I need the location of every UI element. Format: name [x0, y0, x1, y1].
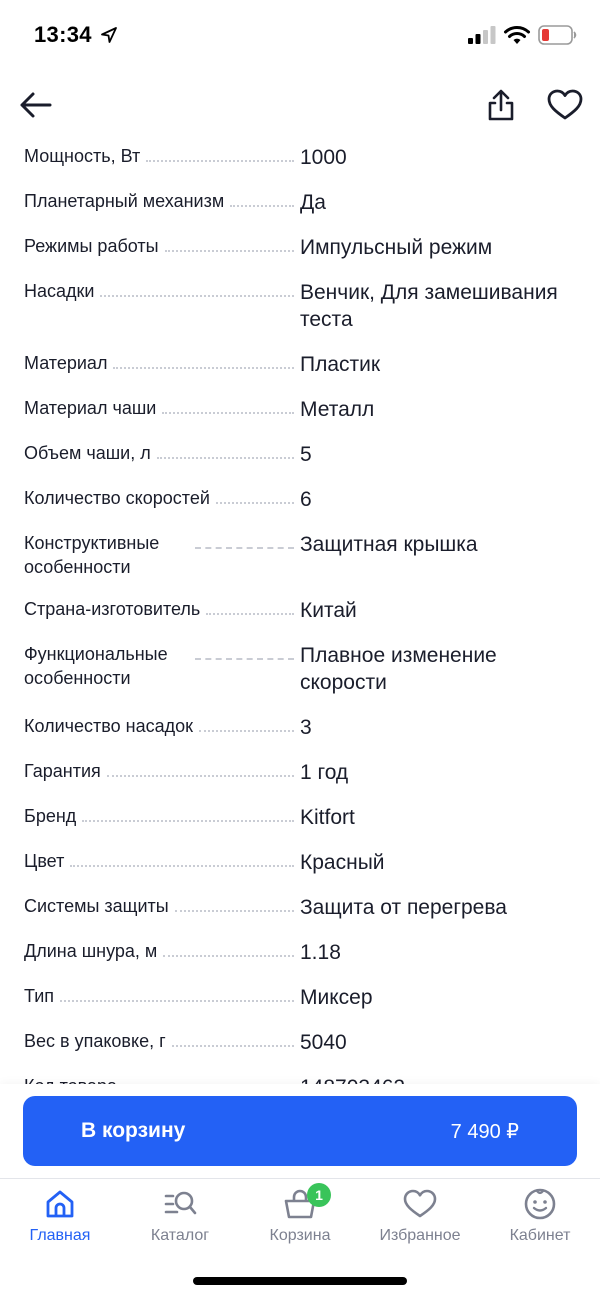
spec-row — [0, 597, 600, 624]
spec-row — [0, 1029, 600, 1056]
spec-label-wrap — [24, 714, 300, 738]
spec-leader-dots — [216, 502, 294, 504]
spec-leader-dots — [199, 730, 294, 732]
spec-value: Импульсный режим — [300, 236, 493, 259]
spec-label-wrap — [24, 1029, 300, 1053]
spec-label: Цвет — [24, 851, 65, 871]
spec-label-wrap — [24, 279, 300, 303]
spec-value: 3 — [300, 716, 312, 739]
spec-leader-dots — [165, 250, 294, 252]
tab-home[interactable] — [0, 1187, 120, 1247]
price-label: 7 490 ₽ — [450, 1120, 519, 1143]
spec-row — [0, 849, 600, 876]
spec-label: Насадки — [24, 281, 95, 301]
spec-label-wrap — [24, 642, 300, 690]
spec-label-wrap — [24, 396, 300, 420]
spec-value: 1 год — [300, 761, 349, 784]
tab-label: Избранное — [379, 1227, 461, 1244]
specs-list — [0, 144, 600, 1119]
spec-row — [0, 486, 600, 513]
heart-icon — [403, 1187, 437, 1221]
spec-label: Количество насадок — [24, 716, 194, 736]
cellular-signal-icon — [468, 26, 496, 44]
spec-label-wrap — [24, 984, 300, 1008]
spec-leader-dots — [70, 865, 294, 867]
heart-outline-icon — [547, 89, 583, 121]
spec-row — [0, 234, 600, 261]
spec-leader-dots — [157, 457, 294, 459]
spec-leader-dots — [172, 1045, 294, 1047]
spec-value: Защитная крышка — [300, 533, 478, 556]
spec-leader-dots — [113, 367, 294, 369]
spec-leader-dots — [195, 658, 294, 660]
spec-label-wrap — [24, 189, 300, 213]
battery-low-icon — [538, 25, 578, 45]
spec-row — [0, 894, 600, 921]
location-arrow-icon — [100, 26, 118, 44]
favorite-button[interactable] — [543, 84, 587, 126]
spec-label-wrap — [24, 759, 300, 783]
spec-leader-dots — [195, 547, 294, 549]
back-button[interactable] — [14, 84, 56, 126]
spec-label-wrap — [24, 531, 300, 579]
tab-profile[interactable] — [480, 1187, 600, 1247]
spec-value: Да — [300, 191, 326, 214]
spec-label-wrap — [24, 894, 300, 918]
spec-value: 5 — [300, 443, 312, 466]
spec-leader-dots — [60, 1000, 294, 1002]
tab-label: Кабинет — [509, 1227, 571, 1244]
spec-value: Металл — [300, 398, 375, 421]
spec-row — [0, 714, 600, 741]
spec-leader-dots — [206, 613, 294, 615]
spec-value: Пластик — [300, 353, 381, 376]
spec-leader-dots — [162, 412, 294, 414]
spec-label: Материал чаши — [24, 398, 157, 418]
spec-row — [0, 984, 600, 1011]
share-button[interactable] — [480, 84, 522, 126]
add-to-cart-label: В корзину — [81, 1119, 186, 1142]
share-icon — [486, 88, 516, 122]
spec-label: Страна-изготовитель — [24, 599, 201, 619]
spec-value: 5040 — [300, 1031, 347, 1054]
spec-value: Китай — [300, 599, 357, 622]
spec-row — [0, 804, 600, 831]
spec-label-wrap — [24, 849, 300, 873]
spec-row — [0, 351, 600, 378]
spec-row — [0, 441, 600, 468]
spec-value: 6 — [300, 488, 312, 511]
spec-value: Миксер — [300, 986, 373, 1009]
spec-value: 1000 — [300, 146, 347, 169]
spec-value: Венчик, Для замешивания теста — [300, 281, 558, 331]
spec-value: 1.18 — [300, 941, 341, 964]
spec-value: Плавное изменение скорости — [300, 644, 497, 694]
wifi-icon — [504, 25, 530, 45]
status-time: 13:34 — [34, 22, 92, 47]
spec-row — [0, 279, 600, 333]
specs-viewport[interactable] — [0, 138, 600, 1084]
tab-catalog[interactable] — [120, 1187, 240, 1247]
tab-favorites[interactable] — [360, 1187, 480, 1247]
status-bar — [0, 0, 600, 72]
add-to-cart-button[interactable] — [23, 1096, 577, 1166]
spec-label-wrap — [24, 234, 300, 258]
spec-label: Объем чаши, л — [24, 443, 151, 463]
spec-row — [0, 531, 600, 579]
spec-leader-dots — [82, 820, 294, 822]
spec-leader-dots — [175, 910, 294, 912]
spec-label: Мощность, Вт — [24, 146, 141, 166]
spec-row — [0, 189, 600, 216]
spec-label: Системы защиты — [24, 896, 169, 916]
home-indicator — [193, 1277, 407, 1285]
arrow-left-icon — [18, 91, 52, 119]
status-indicators — [468, 22, 578, 48]
spec-label-wrap — [24, 597, 300, 621]
tab-basket[interactable] — [240, 1187, 360, 1247]
spec-label: Материал — [24, 353, 108, 373]
spec-label-wrap — [24, 144, 300, 168]
basket-icon — [283, 1187, 323, 1221]
tab-label: Главная — [29, 1227, 91, 1244]
spec-label-wrap — [24, 351, 300, 375]
spec-row — [0, 396, 600, 423]
spec-label-wrap — [24, 441, 300, 465]
spec-label-wrap — [24, 804, 300, 828]
profile-icon — [523, 1187, 557, 1221]
spec-value: Kitfort — [300, 806, 355, 829]
tab-label: Каталог — [150, 1227, 210, 1244]
spec-label-wrap — [24, 486, 300, 510]
nav-bar — [0, 72, 600, 138]
tab-label: Корзина — [269, 1227, 331, 1244]
cta-area — [0, 1084, 600, 1180]
spec-label: Конструктивные особенности — [24, 533, 160, 577]
spec-leader-dots — [146, 160, 294, 162]
spec-row — [0, 144, 600, 171]
spec-row — [0, 642, 600, 696]
spec-label: Функциональные особенности — [24, 644, 168, 688]
spec-leader-dots — [230, 205, 294, 207]
spec-label: Бренд — [24, 806, 77, 826]
spec-value: Красный — [300, 851, 385, 874]
spec-leader-dots — [163, 955, 294, 957]
spec-label: Планетарный механизм — [24, 191, 225, 211]
home-icon — [43, 1187, 77, 1221]
basket-badge: 1 — [307, 1183, 331, 1207]
spec-label: Тип — [24, 986, 55, 1006]
spec-leader-dots — [107, 775, 294, 777]
spec-label: Вес в упаковке, г — [24, 1031, 166, 1051]
spec-label: Длина шнура, м — [24, 941, 158, 961]
spec-label: Гарантия — [24, 761, 101, 781]
spec-row — [0, 939, 600, 966]
catalog-icon — [163, 1187, 197, 1221]
spec-label: Количество скоростей — [24, 488, 210, 508]
spec-leader-dots — [100, 295, 294, 297]
spec-value: Защита от перегрева — [300, 896, 507, 919]
spec-label: Режимы работы — [24, 236, 159, 256]
spec-row — [0, 759, 600, 786]
spec-label-wrap — [24, 939, 300, 963]
